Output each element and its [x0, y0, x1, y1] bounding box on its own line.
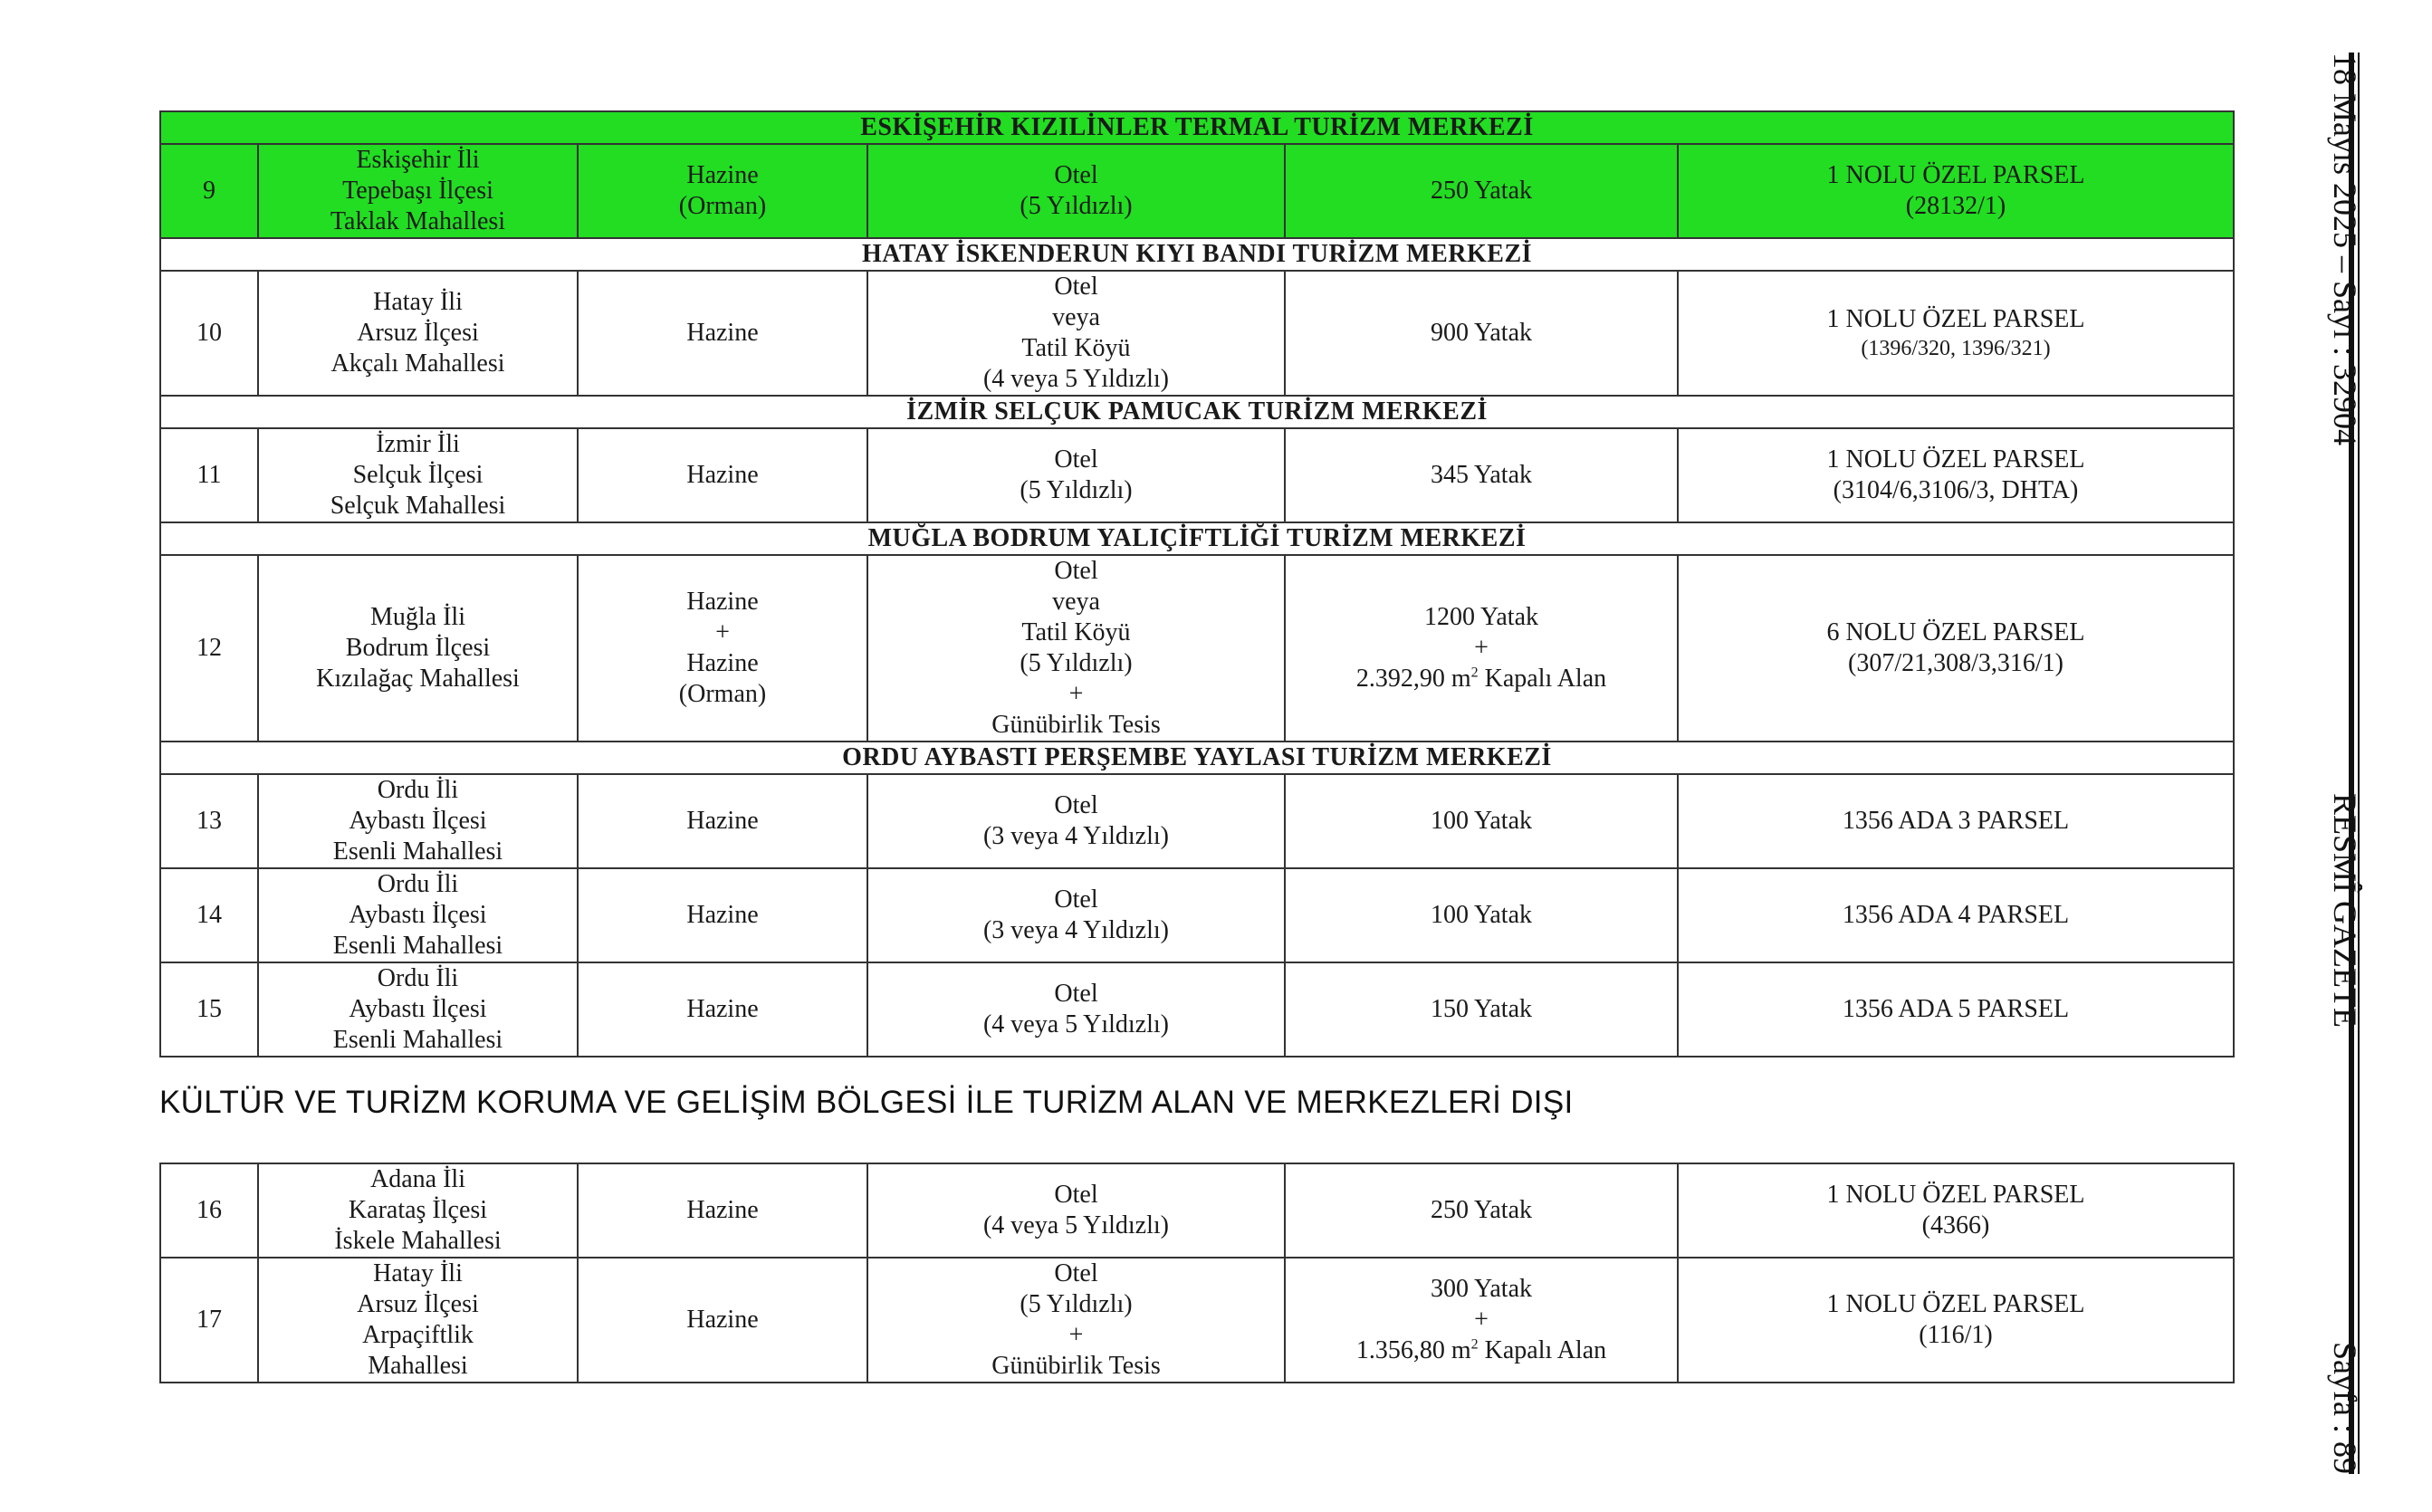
row-number: 17 — [160, 1258, 258, 1383]
table-row — [160, 428, 2234, 522]
tourism-parcels-table — [159, 110, 2235, 1057]
capacity-cell: 100 Yatak — [1285, 868, 1678, 962]
ownership-cell: Hazine — [578, 962, 867, 1057]
gazette-title: RESMÎ GAZETE — [2327, 793, 2363, 1028]
capacity-cell: 250 Yatak — [1285, 1163, 1678, 1258]
capacity-cell: 900 Yatak — [1285, 271, 1678, 396]
location-cell: Ordu İli Aybastı İlçesi Esenli Mahallesi — [258, 774, 578, 868]
parcel-cell: 1 NOLU ÖZEL PARSEL (1396/320, 1396/321) — [1678, 271, 2234, 396]
ownership-cell: Hazine — [578, 271, 867, 396]
facility-cell: Otel veya Tatil Köyü (5 Yıldızlı) + Günübirlik Tesis — [867, 555, 1285, 742]
section-row — [160, 238, 2234, 271]
capacity-cell: 100 Yatak — [1285, 774, 1678, 868]
location-cell: Eskişehir İli Tepebaşı İlçesi Taklak Mahallesi — [258, 144, 578, 238]
ownership-cell: Hazine (Orman) — [578, 144, 867, 238]
capacity-cell: 1200 Yatak + 2.392,90 $m^2$ Kapalı Alan — [1285, 555, 1678, 742]
facility-cell: Otel (5 Yıldızlı) + Günübirlik Tesis — [867, 1258, 1285, 1383]
location-cell: Ordu İli Aybastı İlçesi Esenli Mahallesi — [258, 962, 578, 1057]
capacity-cell: 345 Yatak — [1285, 428, 1678, 522]
ownership-cell: Hazine — [578, 428, 867, 522]
capacity-cell: 250 Yatak — [1285, 144, 1678, 238]
section-row — [160, 742, 2234, 774]
capacity-cell: 300 Yatak + 1.356,80 $m^2$ Kapalı Alan — [1285, 1258, 1678, 1383]
section-title: HATAY İSKENDERUN KIYI BANDI TURİZM MERKEZİ — [160, 238, 2234, 271]
table-row — [160, 774, 2234, 868]
location-cell: Muğla İli Bodrum İlçesi Kızılağaç Mahallesi — [258, 555, 578, 742]
ownership-cell: Hazine — [578, 1163, 867, 1258]
row-number: 12 — [160, 555, 258, 742]
section-title: ORDU AYBASTI PERŞEMBE YAYLASI TURİZM MERKEZİ — [160, 742, 2234, 774]
row-number: 9 — [160, 144, 258, 238]
row-number: 13 — [160, 774, 258, 868]
location-cell: İzmir İli Selçuk İlçesi Selçuk Mahallesi — [258, 428, 578, 522]
table-row — [160, 144, 2234, 238]
table-row — [160, 868, 2234, 962]
ownership-cell: Hazine — [578, 1258, 867, 1383]
section-row — [160, 396, 2234, 428]
facility-cell: Otel (4 veya 5 Yıldızlı) — [867, 962, 1285, 1057]
facility-cell: Otel veya Tatil Köyü (4 veya 5 Yıldızlı) — [867, 271, 1285, 396]
parcel-cell: 1 NOLU ÖZEL PARSEL (28132/1) — [1678, 144, 2234, 238]
location-cell: Ordu İli Aybastı İlçesi Esenli Mahallesi — [258, 868, 578, 962]
facility-cell: Otel (5 Yıldızlı) — [867, 144, 1285, 238]
parcel-cell: 1 NOLU ÖZEL PARSEL (3104/6,3106/3, DHTA) — [1678, 428, 2234, 522]
outside-zones-heading: KÜLTÜR VE TURİZM KORUMA VE GELİŞİM BÖLGESİ İLE TURİZM ALAN VE MERKEZLERİ DIŞI — [159, 1085, 1574, 1120]
row-number: 15 — [160, 962, 258, 1057]
ownership-cell: Hazine — [578, 774, 867, 868]
row-number: 11 — [160, 428, 258, 522]
table-row — [160, 1258, 2234, 1383]
facility-cell: Otel (5 Yıldızlı) — [867, 428, 1285, 522]
ownership-cell: Hazine + Hazine (Orman) — [578, 555, 867, 742]
section-row — [160, 522, 2234, 555]
parcel-cell: 1 NOLU ÖZEL PARSEL (116/1) — [1678, 1258, 2234, 1383]
parcel-cell: 1356 ADA 5 PARSEL — [1678, 962, 2234, 1057]
section-title: MUĞLA BODRUM YALIÇİFTLİĞİ TURİZM MERKEZİ — [160, 522, 2234, 555]
issue-date: 18 Mayıs 2025 – Sayı : 32904 — [2327, 53, 2363, 446]
parcel-cell: 1 NOLU ÖZEL PARSEL (4366) — [1678, 1163, 2234, 1258]
outside-parcels-table — [159, 1163, 2235, 1383]
row-number: 16 — [160, 1163, 258, 1258]
page-header-vertical — [2327, 53, 2363, 1474]
location-cell: Hatay İli Arsuz İlçesi Arpaçiftlik Mahallesi — [258, 1258, 578, 1383]
facility-cell: Otel (3 veya 4 Yıldızlı) — [867, 774, 1285, 868]
row-number: 14 — [160, 868, 258, 962]
location-cell: Adana İli Karataş İlçesi İskele Mahallesi — [258, 1163, 578, 1258]
ownership-cell: Hazine — [578, 868, 867, 962]
location-cell: Hatay İli Arsuz İlçesi Akçalı Mahallesi — [258, 271, 578, 396]
parcel-cell: 6 NOLU ÖZEL PARSEL (307/21,308/3,316/1) — [1678, 555, 2234, 742]
capacity-cell: 150 Yatak — [1285, 962, 1678, 1057]
section-row — [160, 111, 2234, 144]
parcel-cell: 1356 ADA 4 PARSEL — [1678, 868, 2234, 962]
facility-cell: Otel (3 veya 4 Yıldızlı) — [867, 868, 1285, 962]
page-number: Sayfa : 89 — [2327, 1342, 2363, 1474]
section-title: ESKİŞEHİR KIZILİNLER TERMAL TURİZM MERKEZİ — [160, 111, 2234, 144]
table-row — [160, 962, 2234, 1057]
row-number: 10 — [160, 271, 258, 396]
table-row — [160, 1163, 2234, 1258]
table-row — [160, 271, 2234, 396]
table-row — [160, 555, 2234, 742]
facility-cell: Otel (4 veya 5 Yıldızlı) — [867, 1163, 1285, 1258]
parcel-cell: 1356 ADA 3 PARSEL — [1678, 774, 2234, 868]
section-title: İZMİR SELÇUK PAMUCAK TURİZM MERKEZİ — [160, 396, 2234, 428]
